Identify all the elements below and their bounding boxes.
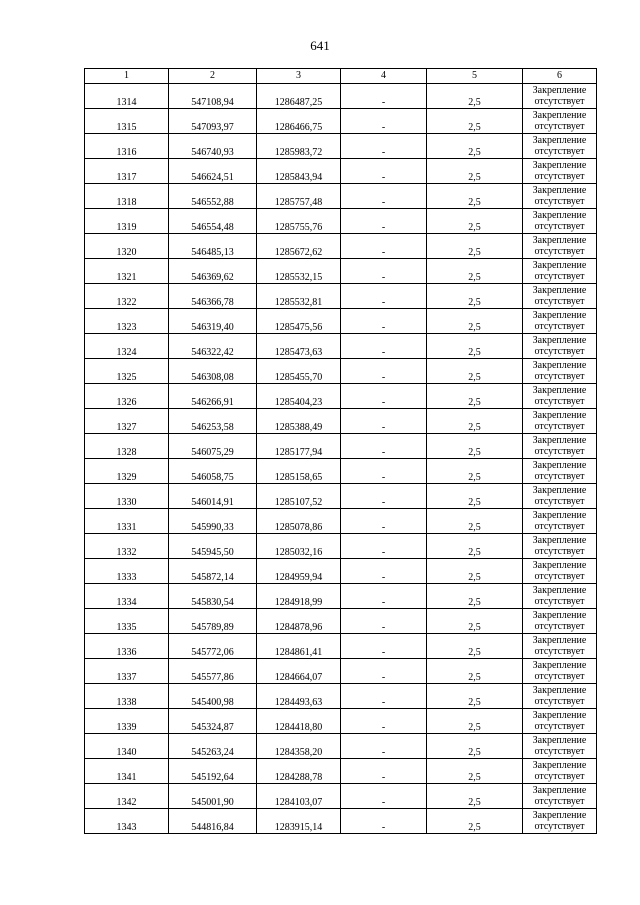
column-4-cell: - xyxy=(341,184,427,209)
x-coordinate-cell: 546366,78 xyxy=(169,284,257,309)
fixing-status-cell: Закрепление отсутствует xyxy=(523,784,597,809)
point-number-cell: 1327 xyxy=(85,409,169,434)
column-4-cell: - xyxy=(341,84,427,109)
table-row xyxy=(85,309,597,334)
fixing-status-cell: Закрепление отсутствует xyxy=(523,534,597,559)
fixing-status-cell: Закрепление отсутствует xyxy=(523,509,597,534)
table-row xyxy=(85,534,597,559)
column-5-cell: 2,5 xyxy=(427,559,523,584)
column-header-4: 4 xyxy=(341,69,427,84)
coordinates-table xyxy=(84,68,597,834)
table-row xyxy=(85,234,597,259)
header-row xyxy=(85,69,597,84)
y-coordinate-cell: 1285672,62 xyxy=(257,234,341,259)
table-row xyxy=(85,384,597,409)
column-5-cell: 2,5 xyxy=(427,709,523,734)
fixing-status-cell: Закрепление отсутствует xyxy=(523,634,597,659)
fixing-status-cell: Закрепление отсутствует xyxy=(523,459,597,484)
column-4-cell: - xyxy=(341,409,427,434)
x-coordinate-cell: 545400,98 xyxy=(169,684,257,709)
column-5-cell: 2,5 xyxy=(427,684,523,709)
x-coordinate-cell: 545830,54 xyxy=(169,584,257,609)
y-coordinate-cell: 1285843,94 xyxy=(257,159,341,184)
fixing-status-cell: Закрепление отсутствует xyxy=(523,584,597,609)
column-5-cell: 2,5 xyxy=(427,634,523,659)
table-row xyxy=(85,784,597,809)
y-coordinate-cell: 1284664,07 xyxy=(257,659,341,684)
column-5-cell: 2,5 xyxy=(427,659,523,684)
table-row xyxy=(85,184,597,209)
x-coordinate-cell: 546075,29 xyxy=(169,434,257,459)
column-4-cell: - xyxy=(341,759,427,784)
column-4-cell: - xyxy=(341,684,427,709)
point-number-cell: 1336 xyxy=(85,634,169,659)
x-coordinate-cell: 545872,14 xyxy=(169,559,257,584)
column-5-cell: 2,5 xyxy=(427,184,523,209)
column-4-cell: - xyxy=(341,209,427,234)
point-number-cell: 1319 xyxy=(85,209,169,234)
x-coordinate-cell: 545945,50 xyxy=(169,534,257,559)
column-5-cell: 2,5 xyxy=(427,734,523,759)
column-5-cell: 2,5 xyxy=(427,384,523,409)
y-coordinate-cell: 1285404,23 xyxy=(257,384,341,409)
column-4-cell: - xyxy=(341,584,427,609)
column-4-cell: - xyxy=(341,309,427,334)
y-coordinate-cell: 1285032,16 xyxy=(257,534,341,559)
column-4-cell: - xyxy=(341,134,427,159)
x-coordinate-cell: 545577,86 xyxy=(169,659,257,684)
y-coordinate-cell: 1285158,65 xyxy=(257,459,341,484)
y-coordinate-cell: 1285755,76 xyxy=(257,209,341,234)
y-coordinate-cell: 1285473,63 xyxy=(257,334,341,359)
column-4-cell: - xyxy=(341,359,427,384)
point-number-cell: 1339 xyxy=(85,709,169,734)
y-coordinate-cell: 1284358,20 xyxy=(257,734,341,759)
y-coordinate-cell: 1285983,72 xyxy=(257,134,341,159)
column-4-cell: - xyxy=(341,559,427,584)
point-number-cell: 1343 xyxy=(85,809,169,834)
column-5-cell: 2,5 xyxy=(427,234,523,259)
fixing-status-cell: Закрепление отсутствует xyxy=(523,384,597,409)
fixing-status-cell: Закрепление отсутствует xyxy=(523,109,597,134)
table-row xyxy=(85,159,597,184)
y-coordinate-cell: 1285757,48 xyxy=(257,184,341,209)
table-row xyxy=(85,459,597,484)
x-coordinate-cell: 546369,62 xyxy=(169,259,257,284)
y-coordinate-cell: 1285455,70 xyxy=(257,359,341,384)
point-number-cell: 1331 xyxy=(85,509,169,534)
column-5-cell: 2,5 xyxy=(427,534,523,559)
y-coordinate-cell: 1284861,41 xyxy=(257,634,341,659)
column-header-2: 2 xyxy=(169,69,257,84)
column-5-cell: 2,5 xyxy=(427,159,523,184)
table-row xyxy=(85,84,597,109)
fixing-status-cell: Закрепление отсутствует xyxy=(523,134,597,159)
x-coordinate-cell: 546253,58 xyxy=(169,409,257,434)
x-coordinate-cell: 544816,84 xyxy=(169,809,257,834)
table-row xyxy=(85,259,597,284)
table-row xyxy=(85,759,597,784)
column-4-cell: - xyxy=(341,259,427,284)
point-number-cell: 1322 xyxy=(85,284,169,309)
fixing-status-cell: Закрепление отсутствует xyxy=(523,684,597,709)
x-coordinate-cell: 545192,64 xyxy=(169,759,257,784)
fixing-status-cell: Закрепление отсутствует xyxy=(523,234,597,259)
y-coordinate-cell: 1286466,75 xyxy=(257,109,341,134)
x-coordinate-cell: 547108,94 xyxy=(169,84,257,109)
point-number-cell: 1337 xyxy=(85,659,169,684)
fixing-status-cell: Закрепление отсутствует xyxy=(523,84,597,109)
table-row xyxy=(85,409,597,434)
y-coordinate-cell: 1286487,25 xyxy=(257,84,341,109)
column-4-cell: - xyxy=(341,634,427,659)
fixing-status-cell: Закрепление отсутствует xyxy=(523,359,597,384)
fixing-status-cell: Закрепление отсутствует xyxy=(523,184,597,209)
column-5-cell: 2,5 xyxy=(427,359,523,384)
x-coordinate-cell: 546552,88 xyxy=(169,184,257,209)
column-5-cell: 2,5 xyxy=(427,509,523,534)
page-number: 641 xyxy=(310,38,330,53)
column-4-cell: - xyxy=(341,234,427,259)
x-coordinate-cell: 545990,33 xyxy=(169,509,257,534)
column-4-cell: - xyxy=(341,459,427,484)
point-number-cell: 1314 xyxy=(85,84,169,109)
fixing-status-cell: Закрепление отсутствует xyxy=(523,309,597,334)
column-4-cell: - xyxy=(341,709,427,734)
x-coordinate-cell: 546554,48 xyxy=(169,209,257,234)
point-number-cell: 1321 xyxy=(85,259,169,284)
fixing-status-cell: Закрепление отсутствует xyxy=(523,659,597,684)
y-coordinate-cell: 1284878,96 xyxy=(257,609,341,634)
point-number-cell: 1334 xyxy=(85,584,169,609)
point-number-cell: 1340 xyxy=(85,734,169,759)
table-body xyxy=(85,84,597,834)
y-coordinate-cell: 1283915,14 xyxy=(257,809,341,834)
point-number-cell: 1342 xyxy=(85,784,169,809)
column-4-cell: - xyxy=(341,109,427,134)
x-coordinate-cell: 546266,91 xyxy=(169,384,257,409)
point-number-cell: 1329 xyxy=(85,459,169,484)
column-5-cell: 2,5 xyxy=(427,459,523,484)
y-coordinate-cell: 1284959,94 xyxy=(257,559,341,584)
x-coordinate-cell: 546485,13 xyxy=(169,234,257,259)
table-row xyxy=(85,134,597,159)
column-4-cell: - xyxy=(341,384,427,409)
fixing-status-cell: Закрепление отсутствует xyxy=(523,759,597,784)
table-row xyxy=(85,809,597,834)
column-4-cell: - xyxy=(341,609,427,634)
column-header-3: 3 xyxy=(257,69,341,84)
point-number-cell: 1341 xyxy=(85,759,169,784)
column-5-cell: 2,5 xyxy=(427,84,523,109)
point-number-cell: 1330 xyxy=(85,484,169,509)
point-number-cell: 1320 xyxy=(85,234,169,259)
column-4-cell: - xyxy=(341,334,427,359)
x-coordinate-cell: 545789,89 xyxy=(169,609,257,634)
fixing-status-cell: Закрепление отсутствует xyxy=(523,609,597,634)
column-5-cell: 2,5 xyxy=(427,759,523,784)
table-row xyxy=(85,484,597,509)
column-4-cell: - xyxy=(341,159,427,184)
column-5-cell: 2,5 xyxy=(427,809,523,834)
column-5-cell: 2,5 xyxy=(427,409,523,434)
column-4-cell: - xyxy=(341,659,427,684)
table-row xyxy=(85,709,597,734)
column-4-cell: - xyxy=(341,434,427,459)
table-row xyxy=(85,584,597,609)
column-5-cell: 2,5 xyxy=(427,309,523,334)
table-row xyxy=(85,359,597,384)
point-number-cell: 1324 xyxy=(85,334,169,359)
column-5-cell: 2,5 xyxy=(427,784,523,809)
x-coordinate-cell: 545324,87 xyxy=(169,709,257,734)
column-header-1: 1 xyxy=(85,69,169,84)
fixing-status-cell: Закрепление отсутствует xyxy=(523,409,597,434)
point-number-cell: 1335 xyxy=(85,609,169,634)
table-row xyxy=(85,509,597,534)
column-4-cell: - xyxy=(341,734,427,759)
point-number-cell: 1333 xyxy=(85,559,169,584)
x-coordinate-cell: 546058,75 xyxy=(169,459,257,484)
fixing-status-cell: Закрепление отсутствует xyxy=(523,559,597,584)
table-row xyxy=(85,634,597,659)
fixing-status-cell: Закрепление отсутствует xyxy=(523,734,597,759)
column-4-cell: - xyxy=(341,484,427,509)
column-5-cell: 2,5 xyxy=(427,259,523,284)
x-coordinate-cell: 545772,06 xyxy=(169,634,257,659)
y-coordinate-cell: 1285107,52 xyxy=(257,484,341,509)
column-5-cell: 2,5 xyxy=(427,434,523,459)
point-number-cell: 1328 xyxy=(85,434,169,459)
fixing-status-cell: Закрепление отсутствует xyxy=(523,809,597,834)
fixing-status-cell: Закрепление отсутствует xyxy=(523,434,597,459)
y-coordinate-cell: 1285177,94 xyxy=(257,434,341,459)
x-coordinate-cell: 546740,93 xyxy=(169,134,257,159)
y-coordinate-cell: 1285532,81 xyxy=(257,284,341,309)
point-number-cell: 1332 xyxy=(85,534,169,559)
y-coordinate-cell: 1284493,63 xyxy=(257,684,341,709)
x-coordinate-cell: 545001,90 xyxy=(169,784,257,809)
column-5-cell: 2,5 xyxy=(427,209,523,234)
column-5-cell: 2,5 xyxy=(427,484,523,509)
point-number-cell: 1316 xyxy=(85,134,169,159)
y-coordinate-cell: 1284288,78 xyxy=(257,759,341,784)
column-5-cell: 2,5 xyxy=(427,334,523,359)
table-header xyxy=(85,69,597,84)
fixing-status-cell: Закрепление отсутствует xyxy=(523,334,597,359)
column-4-cell: - xyxy=(341,784,427,809)
column-5-cell: 2,5 xyxy=(427,109,523,134)
table-row xyxy=(85,209,597,234)
y-coordinate-cell: 1284418,80 xyxy=(257,709,341,734)
y-coordinate-cell: 1284103,07 xyxy=(257,784,341,809)
column-4-cell: - xyxy=(341,284,427,309)
x-coordinate-cell: 546319,40 xyxy=(169,309,257,334)
column-header-6: 6 xyxy=(523,69,597,84)
y-coordinate-cell: 1285388,49 xyxy=(257,409,341,434)
column-4-cell: - xyxy=(341,534,427,559)
table-row xyxy=(85,659,597,684)
x-coordinate-cell: 546624,51 xyxy=(169,159,257,184)
fixing-status-cell: Закрепление отсутствует xyxy=(523,259,597,284)
column-5-cell: 2,5 xyxy=(427,609,523,634)
table-row xyxy=(85,334,597,359)
column-4-cell: - xyxy=(341,509,427,534)
table-row xyxy=(85,609,597,634)
fixing-status-cell: Закрепление отсутствует xyxy=(523,484,597,509)
column-5-cell: 2,5 xyxy=(427,284,523,309)
point-number-cell: 1326 xyxy=(85,384,169,409)
table-row xyxy=(85,734,597,759)
column-5-cell: 2,5 xyxy=(427,584,523,609)
point-number-cell: 1323 xyxy=(85,309,169,334)
fixing-status-cell: Закрепление отсутствует xyxy=(523,709,597,734)
table-row xyxy=(85,284,597,309)
table-row xyxy=(85,109,597,134)
table-row xyxy=(85,684,597,709)
y-coordinate-cell: 1285475,56 xyxy=(257,309,341,334)
column-header-5: 5 xyxy=(427,69,523,84)
column-5-cell: 2,5 xyxy=(427,134,523,159)
x-coordinate-cell: 546308,08 xyxy=(169,359,257,384)
y-coordinate-cell: 1285078,86 xyxy=(257,509,341,534)
fixing-status-cell: Закрепление отсутствует xyxy=(523,209,597,234)
fixing-status-cell: Закрепление отсутствует xyxy=(523,159,597,184)
x-coordinate-cell: 546014,91 xyxy=(169,484,257,509)
point-number-cell: 1315 xyxy=(85,109,169,134)
x-coordinate-cell: 545263,24 xyxy=(169,734,257,759)
y-coordinate-cell: 1285532,15 xyxy=(257,259,341,284)
table-row xyxy=(85,559,597,584)
point-number-cell: 1325 xyxy=(85,359,169,384)
point-number-cell: 1317 xyxy=(85,159,169,184)
point-number-cell: 1338 xyxy=(85,684,169,709)
x-coordinate-cell: 547093,97 xyxy=(169,109,257,134)
column-4-cell: - xyxy=(341,809,427,834)
x-coordinate-cell: 546322,42 xyxy=(169,334,257,359)
point-number-cell: 1318 xyxy=(85,184,169,209)
fixing-status-cell: Закрепление отсутствует xyxy=(523,284,597,309)
y-coordinate-cell: 1284918,99 xyxy=(257,584,341,609)
table-row xyxy=(85,434,597,459)
